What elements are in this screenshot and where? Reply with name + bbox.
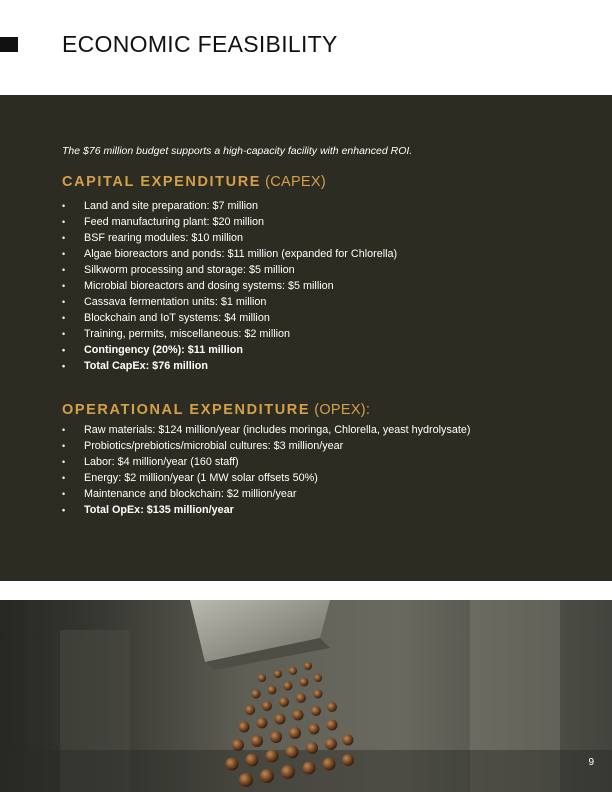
bullet-icon: • <box>62 217 66 227</box>
bullet-icon: • <box>62 361 66 371</box>
bullet-icon: • <box>62 505 66 515</box>
intro-text: The $76 million budget supports a high-capacity facility with enhanced ROI. <box>62 145 413 157</box>
capex-list <box>62 198 602 374</box>
feed-pellets-photo <box>0 600 612 792</box>
capex-heading-light: (CAPEX) <box>265 174 327 190</box>
page-title: ECONOMIC FEASIBILITY <box>62 31 338 57</box>
opex-item-text: Probiotics/prebiotics/microbial cultures: $3 million/year <box>84 440 344 452</box>
opex-item-text: Maintenance and blockchain: $2 million/year <box>84 488 297 500</box>
bullet-icon: • <box>62 297 66 307</box>
capex-heading-bold: CAPITAL EXPENDITURE <box>62 174 262 190</box>
bullet-icon: • <box>62 233 66 243</box>
capex-item <box>62 294 602 310</box>
opex-item <box>62 438 602 454</box>
opex-item-text: Energy: $2 million/year (1 MW solar offsets 50%) <box>84 472 318 484</box>
capex-item-text: Cassava fermentation units: $1 million <box>84 296 267 308</box>
capex-item <box>62 198 602 214</box>
capex-item <box>62 230 602 246</box>
capex-item <box>62 358 602 374</box>
feed-pellets-illustration <box>0 600 612 792</box>
bullet-icon: • <box>62 441 66 451</box>
capex-item-text: Land and site preparation: $7 million <box>84 200 259 212</box>
capex-item <box>62 342 602 358</box>
opex-heading <box>62 402 370 418</box>
opex-heading-light: (OPEX): <box>314 402 371 418</box>
capex-heading <box>62 174 326 190</box>
capex-item-text: Contingency (20%): $11 million <box>84 344 243 356</box>
opex-item <box>62 422 602 438</box>
capex-item <box>62 278 602 294</box>
bullet-icon: • <box>62 313 66 323</box>
opex-item <box>62 470 602 486</box>
bullet-icon: • <box>62 457 66 467</box>
opex-list <box>62 422 602 518</box>
bullet-icon: • <box>62 265 66 275</box>
capex-item-text: Microbial bioreactors and dosing systems: $5 million <box>84 280 334 292</box>
bullet-icon: • <box>62 201 66 211</box>
capex-item <box>62 246 602 262</box>
opex-item <box>62 454 602 470</box>
bullet-icon: • <box>62 473 66 483</box>
capex-item <box>62 214 602 230</box>
capex-item <box>62 310 602 326</box>
opex-item <box>62 502 602 518</box>
opex-item-text: Raw materials: $124 million/year (includes moringa, Chlorella, yeast hydrolysate) <box>84 424 471 436</box>
bullet-icon: • <box>62 345 66 355</box>
capex-item-text: Blockchain and IoT systems: $4 million <box>84 312 270 324</box>
header-square-marker <box>0 37 18 52</box>
bullet-icon: • <box>62 281 66 291</box>
capex-item-text: Algae bioreactors and ponds: $11 million (expanded for Chlorella) <box>84 248 398 260</box>
page-number: 9 <box>588 757 594 768</box>
bullet-icon: • <box>62 249 66 259</box>
content-panel <box>0 95 612 581</box>
capex-item <box>62 262 602 278</box>
bullet-icon: • <box>62 489 66 499</box>
opex-item <box>62 486 602 502</box>
bullet-icon: • <box>62 425 66 435</box>
opex-item-text: Labor: $4 million/year (160 staff) <box>84 456 239 468</box>
bullet-icon: • <box>62 329 66 339</box>
capex-item <box>62 326 602 342</box>
capex-item-text: BSF rearing modules: $10 million <box>84 232 244 244</box>
opex-item-text: Total OpEx: $135 million/year <box>84 504 234 516</box>
capex-item-text: Training, permits, miscellaneous: $2 million <box>84 328 291 340</box>
capex-item-text: Total CapEx: $76 million <box>84 360 208 372</box>
capex-item-text: Silkworm processing and storage: $5 million <box>84 264 295 276</box>
capex-item-text: Feed manufacturing plant: $20 million <box>84 216 265 228</box>
opex-heading-bold: OPERATIONAL EXPENDITURE <box>62 402 311 418</box>
